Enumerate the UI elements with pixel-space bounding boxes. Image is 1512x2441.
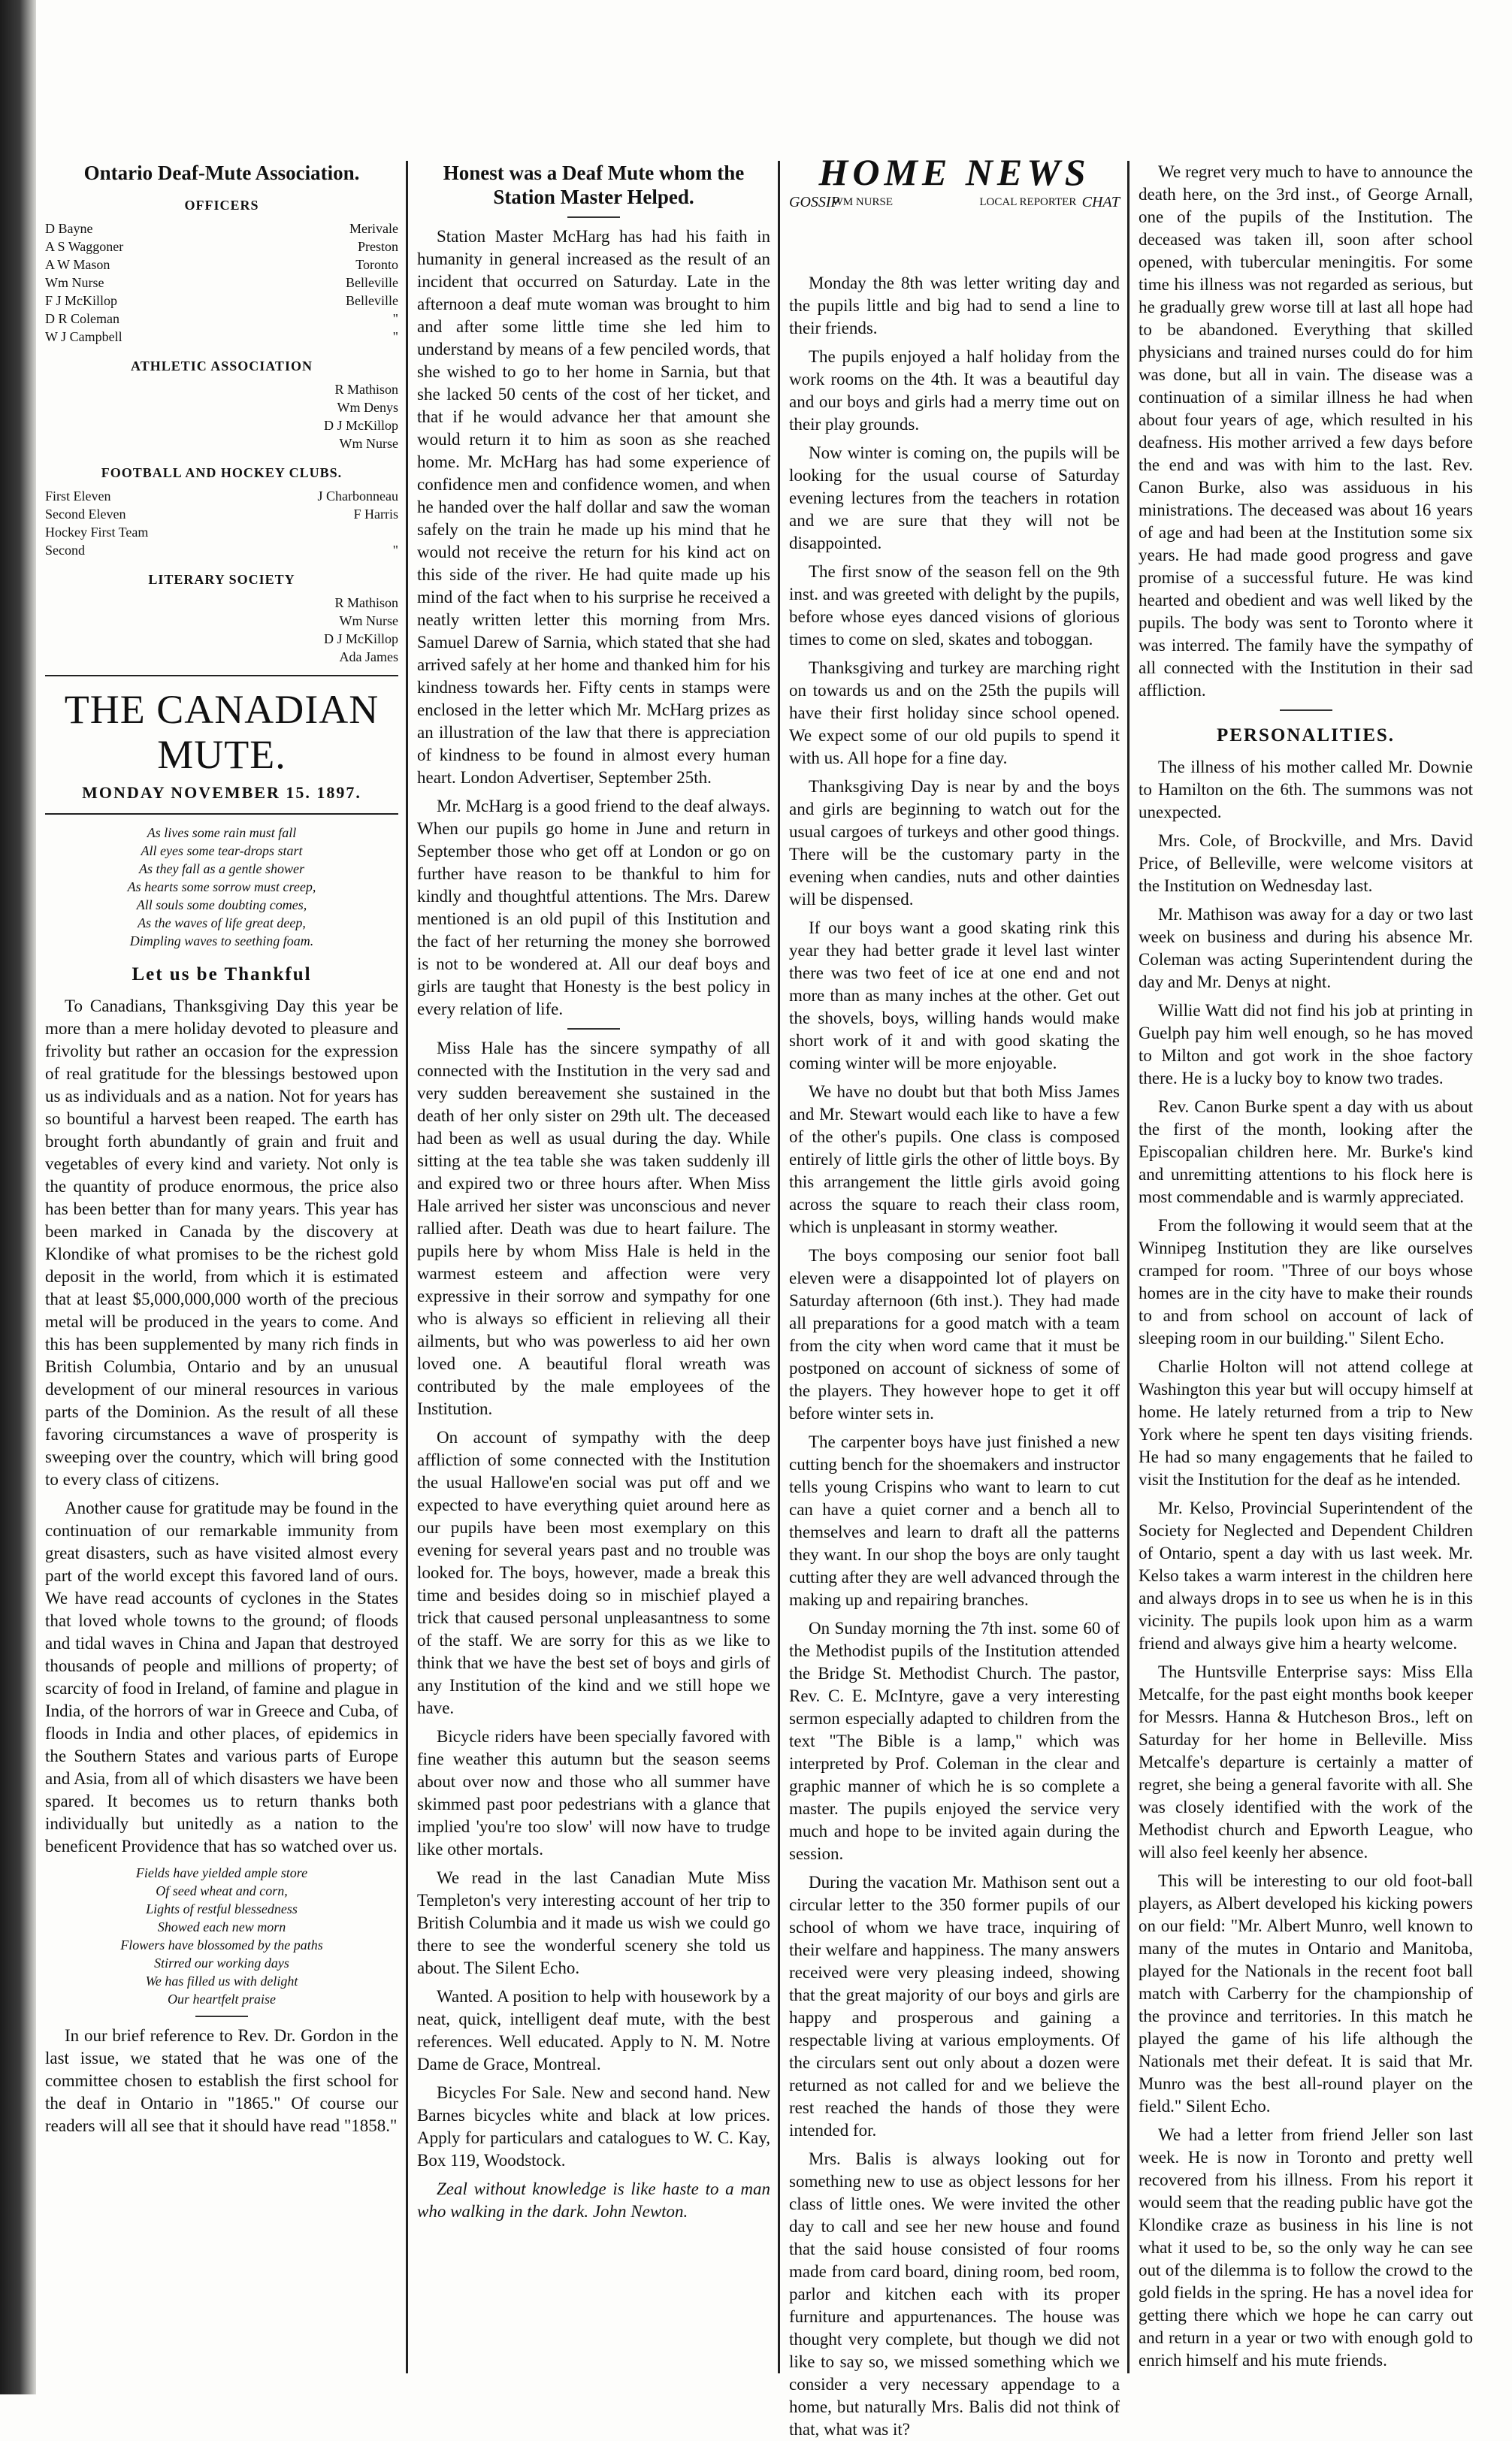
article-paragraph: Bicycle riders have been specially favored with fine weather this autumn but the season seems about over now and those who all summer have skimmed past poor pedestrians with a glance that implied 'you're too slow' will now have to trudge like other mortals. bbox=[417, 1727, 770, 1859]
logo-right-word: CHAT bbox=[1081, 194, 1120, 210]
hockey-row: Hockey First Team bbox=[45, 525, 149, 540]
personal-item: Rev. Canon Burke spent a day with us about the first of the month, looking after the Episcopalian children here. Mr. Burke's kind and unremitting attentions to his flock here is most commendable and is warmly appreciated. bbox=[1139, 1097, 1473, 1206]
literary-row: D J McKillop bbox=[324, 631, 398, 646]
literary-row: Ada James bbox=[339, 649, 398, 664]
personal-item: Charlie Holton will not attend college at Washington this year but will occupy himself at home. He lately returned from a trip to New York where he spent ten days visiting friends. He had so many engagements that he failed to visit the Institution for the deaf as he intended. bbox=[1139, 1357, 1473, 1489]
advertisement-bicycles: Bicycles For Sale. New and second hand. New Barnes bicycles white and black at low prices. Apply for particulars and catalogues to W. C. Kay, Box 119, Woodstock. bbox=[417, 2083, 770, 2170]
poem-2: Fields have yielded ample store Of seed wheat and corn, Lights of restful blessedness Showed each new morn Flowers have blossomed by the paths Stirred our working days We has filled us with delight Our heartfelt praise bbox=[120, 1865, 323, 2007]
athletic-row: R Mathison bbox=[334, 382, 398, 397]
divider bbox=[195, 2016, 248, 2017]
news-item: If our boys want a good skating rink this year they had better grade it level last winter there was two feet of ice at one end and not more than as many inches at the other. Get out the shovels, boys, willing hands would make short work of it and with good skating the coming winter will be more enjoyable. bbox=[789, 918, 1120, 1072]
personal-item: Mr. Kelso, Provincial Superintendent of the Society for Neglected and Dependent Children of Ontario, spent a day with us last week. Mr. Kelso takes a warm interest in the children here and always drops in to see us when he is in this vicinity. The pupils look upon him as a warm friend and always give him a hearty welcome. bbox=[1139, 1499, 1473, 1653]
officers-list bbox=[45, 219, 398, 346]
news-item: The pupils enjoyed a half holiday from the work rooms on the 4th. It was a beautiful day and our boys and girls had a merry time out on their play grounds. bbox=[789, 347, 1120, 434]
home-news-logo bbox=[789, 151, 1120, 266]
personal-item: The Huntsville Enterprise says: Miss Ella Metcalfe, for the past eight months book keeper for Messrs. Hanna & Hutcheson Bros., left on Saturday for her home in Belleville. Miss Metcalfe's departure is certainly a matter of regret, she being a general favorite with all. She was closely identified with the work of the Methodist church and Epworth League, who will also feel keenly her absence. bbox=[1139, 1662, 1473, 1862]
article-paragraph: In our brief reference to Rev. Dr. Gordon in the last issue, we stated that he was one of the committee chosen to establish the first school for the deaf in Ontario in "1865." Of course our readers will all see that it should have read "1858." bbox=[45, 2026, 398, 2135]
article-title-honest-deaf-mute: Honest was a Deaf Mute whom the Station Master Helped. bbox=[443, 162, 745, 208]
officers-heading: OFFICERS bbox=[184, 198, 259, 213]
personal-item: From the following it would seem that at the Winnipeg Institution they are like ourselves cramped for room. "Three of our boys whose homes are in the city have to make their rounds to and from school on account of lack of sleeping room in our building." Silent Echo. bbox=[1139, 1216, 1473, 1348]
obituary-paragraph: We regret very much to have to announce the death here, on the 3rd inst., of George Arnall, one of the pupils of the Institution. The deceased was taken ill, soon after school opened, with tubercular meningitis. For some time his illness was not regarded as serious, but he gradually grew worse till at last all hope had to be abandoned. Everything that skilled physicians and trained nurses could do for him was done, but all in vain. The disease was a continuation of a similar illness he had when about four years of age, which resulted in his deafness. His mother arrived a few days before the end and was with him to the last. Rev. Canon Burke, also was assiduous in his ministrations. The deceased was about 16 years of age and had been at the Institution some six years. He had made good progress and gave promise of a successful future. He was kind hearted and obedient and was well liked by the pupils. The body was sent to Toronto where it was interred. The family have the sympathy of all connected with the Institution in their sad affliction. bbox=[1139, 162, 1473, 700]
officer-row: A S Waggoner Preston bbox=[45, 239, 398, 254]
news-item: Now winter is coming on, the pupils will be looking for the usual course of Saturday evening lectures from the teachers in rotation and we are sure that they will not be disappointed. bbox=[789, 443, 1120, 552]
column-4 bbox=[1139, 161, 1473, 2373]
column-2 bbox=[417, 161, 770, 2373]
article-paragraph: On account of sympathy with the deep affliction of some connected with the Institution the usual Hallowe'en social was put off and we expected to have everything quiet around here as our pupils have been most exemplary on this evening for several years past and no trouble was looked for. The boys, however, made a break this time and besides doing so in mischief played a trick that caused personal unpleasantness to some of the staff. We are sorry for this as we like to think that we have the best set of boys and girls of any Institution of the kind and we still hope we have. bbox=[417, 1428, 770, 1717]
article-paragraph: Station Master McHarg has had his faith in humanity in general increased as the result of an incident that occurred on Saturday. Late in the afternoon a deaf mute woman was brought to him and after some little time she led him to understand by means of a few penciled words, that she wished to go to her home in Sarnia, but that she lacked 50 cents of the cost of her ticket, and that if he would advance her that amount she would return it to him as soon as she reached home. Mr. McHarg has had some experience of confidence men and confidence women, and when he handed over the half dollar and saw the woman safely on the train he made up his mind that he would not receive the return for his kind act on this side of the river. He had quite made up his mind of the fact when to his surprise he received a neatly written letter this morning from Mrs. Samuel Darew of Sarnia, which stated that she had arrived safely at her home and thanked him for his kindness towards her. Fifty cents in stamps were enclosed in the letter which Mr. McHarg prizes as an illustration of the law that there is appreciation of kindness to be found in almost every human heart. London Advertiser, September 25th. bbox=[417, 227, 770, 787]
logo-title: HOME NEWS bbox=[818, 151, 1090, 193]
officer-row: D Bayne Merivale bbox=[45, 221, 398, 236]
divider bbox=[567, 216, 620, 218]
officer-row: W J Campbell " bbox=[45, 329, 398, 344]
newspaper-page bbox=[45, 151, 1473, 2439]
officer-row: Wm Nurse Belleville bbox=[45, 275, 398, 290]
news-item: Monday the 8th was letter writing day and the pupils little and big had to send a line to their friends. bbox=[789, 274, 1120, 337]
news-item: The first snow of the season fell on the 9th inst. and was greeted with delight by the pupils, before whose eyes danced visions of glorious times to come on sled, skates and toboggan. bbox=[789, 562, 1120, 649]
news-item: Mrs. Balis is always looking out for something new to use as object lessons for her class of little ones. We were invited the other day to call and see her new house and found that the said house consisted of four rooms made from card board, dining room, bed room, parlor and kitchen each with its proper furniture and appurtenances. The house was thought very complete, but though we did not like to say so, we missed something which we consider a very necessary appendage to a home, but naturally Mrs. Balis did not think of that, what was it? bbox=[789, 2149, 1120, 2439]
personal-item: Willie Watt did not find his job at printing in Guelph pay him well enough, so he has moved to Milton and got work in the shoe factory there. He is a lucky boy to know two trades. bbox=[1139, 1001, 1473, 1087]
athletic-list bbox=[45, 380, 398, 452]
column-3 bbox=[789, 151, 1120, 2439]
quotation: Zeal without knowledge is like haste to a man who walking in the dark. John Newton. bbox=[417, 2179, 770, 2221]
article-paragraph: We read in the last Canadian Mute Miss Templeton's very interesting account of her trip to British Columbia and it made us wish we could go there to see the wonderful scenery she told us about. The Silent Echo. bbox=[417, 1868, 770, 1977]
hockey-row: Second " bbox=[45, 543, 398, 558]
news-item: On Sunday morning the 7th inst. some 60 of the Methodist pupils of the Institution attended the Bridge St. Methodist Church. The pastor, Rev. C. E. McIntyre, gave a very interesting sermon especially adapted to children from the text "The Bible is a lamp," which was interpreted by Prof. Coleman in the clear and graphic manner of which he is so complete a master. The pupils enjoyed the service very much and hope to be invited again during the session. bbox=[789, 1619, 1120, 1863]
literary-list bbox=[45, 594, 398, 666]
athletic-heading: ATHLETIC ASSOCIATION bbox=[131, 358, 313, 374]
article-paragraph: Mr. McHarg is a good friend to the deaf always. When our pupils go home in June and return in September those who get off at London or go on further have reason to be thankful to him for kindly and thoughtful attentions. The Mrs. Darew mentioned is an old pupil of this Institution and the fact of her returning the money she borrowed is not to be wondered at. All our deaf boys and girls are taught that Honesty is the best policy in every relation of life. bbox=[417, 797, 770, 1018]
column-rule bbox=[406, 161, 408, 2373]
literary-row: R Mathison bbox=[334, 595, 398, 610]
news-item: During the vacation Mr. Mathison sent out a circular letter to the 350 former pupils of our school of whom we have trace, inquiring of their welfare and happiness. The many answers received were very pleasing indeed, showing that the great majority of our boys and girls are happy and prosperous and gaining a respectable living at various employments. Of the circulars sent out only about a dozen were returned as not called for and we believe the rest reached the hands of those they were intended for. bbox=[789, 1873, 1120, 2140]
news-item: Thanksgiving Day is near by and the boys and girls are beginning to watch out for the usual cargoes of turkeys and other good things. There will be the customary party in the evening when candies, nuts and other dainties will be dispensed. bbox=[789, 777, 1120, 909]
logo-left-word: GOSSIP bbox=[789, 194, 840, 210]
news-item: We have no doubt but that both Miss James and Mr. Stewart would each like to have a few of the other's pupils. One class is composed entirely of little girls the other of little boys. By this arrangement the little girls avoid going across the square to reach their class room, which is unpleasant in stormy weather. bbox=[789, 1082, 1120, 1236]
news-item: Thanksgiving and turkey are marching right on towards us and on the 25th the pupils will have their first holiday since school opened. We expect some of our old pupils to spend it with us. All hope for a fine day. bbox=[789, 658, 1120, 767]
association-title: Ontario Deaf-Mute Association. bbox=[83, 162, 360, 184]
article-paragraph: Miss Hale has the sincere sympathy of all connected with the Institution in the very sad and very sudden bereavement she sustained in the death of her only sister on 29th ult. The deceased had been as well as usual during the day. While sitting at the tea table she was taken suddenly ill and expired two or three hours after. When Miss Hale arrived her sister was unconscious and never rallied after. Death was due to heart failure. The pupils here by whom Miss Hale is held in the warmest esteem and affection were very expressive in their sorrow and sympathy for one who is always so efficient in relieving all their ailments, but who was powerless to aid her own loved one. A beautiful floral wreath was contributed by the male employees of the Institution. bbox=[417, 1039, 770, 1418]
personal-item: This will be interesting to our old foot-ball players, as Albert developed his kicking powers on our field: "Mr. Albert Munro, well known to many of the mutes in Ontario and Manitoba, played for the Nationals in the recent foot ball match with Carberry for the championship of the province and territories. In this match he played the game of his life although the Nationals met their defeat. It is said that Mr. Munro was the best all-round player on the field." Silent Echo. bbox=[1139, 1871, 1473, 2116]
section-title-personalities: PERSONALITIES. bbox=[1216, 725, 1396, 746]
dateline: MONDAY NOVEMBER 15. 1897. bbox=[82, 783, 361, 802]
personal-item: The illness of his mother called Mr. Downie to Hamilton on the 6th. The summons was not unexpected. bbox=[1139, 758, 1473, 821]
personal-item: We had a letter from friend Jeller son last week. He is now in Toronto and pretty well recovered from his illness. From his report it would seem that the reading public have got the Klondike craze as business in his line is not what it used to be, so the only way he can see out of the dilemma is to follow the crowd to the gold fields in the spring. He has a novel idea for getting there which we hope he can carry out and return in a year or two with enough gold to enrich himself and his mute friends. bbox=[1139, 2125, 1473, 2370]
poem: As lives some rain must fall All eyes some tear-drops start As they fall as a gentle shower As hearts some sorrow must creep, All souls some doubting comes, As the waves of life great deep, Dimpling waves to seething foam. bbox=[127, 825, 316, 948]
athletic-row: Wm Nurse bbox=[339, 436, 398, 451]
personal-item: Mr. Mathison was away for a day or two last week on business and during his absence Mr. Coleman was acting Superintendent during the day and Mr. Denys at night. bbox=[1139, 905, 1473, 991]
masthead: THE CANADIAN MUTE. bbox=[64, 687, 380, 777]
personal-item: Mrs. Cole, of Brockville, and Mrs. David Price, of Belleville, were welcome visitors at the Institution on Wednesday last. bbox=[1139, 831, 1473, 895]
hockey-heading: FOOTBALL AND HOCKEY CLUBS. bbox=[101, 465, 343, 480]
hockey-list bbox=[45, 487, 398, 559]
hockey-row: First Eleven J Charbonneau bbox=[45, 489, 398, 504]
literary-heading: LITERARY SOCIETY bbox=[148, 572, 295, 587]
news-item: The carpenter boys have just finished a new cutting bench for the shoemakers and instructor tells young Crispins who want to learn to cut can have a quiet corner and a bench all to themselves and learn to draft all the patterns they want. In our shop the boys are only taught cutting after they are well advanced through the making up and repairing branches. bbox=[789, 1432, 1120, 1609]
athletic-row: D J McKillop bbox=[324, 418, 398, 433]
officer-row: A W Mason Toronto bbox=[45, 257, 398, 272]
hockey-row: Second Eleven F Harris bbox=[45, 507, 398, 522]
column-rule bbox=[1127, 161, 1129, 2373]
article-paragraph: Another cause for gratitude may be found in the continuation of our remarkable immunity from great disasters, such as have visited almost every part of the world except this favored land of ours. We have read accounts of cyclones in the States that loved whole towns to the ground; of floods and tidal waves in China and Japan that destroyed thousands of people and millions of property; of scarcity of food in Ireland, of famine and plague in India, of the horrors of war in Greece and Cuba, of floods in India and other places, of epidemics in the Southern States and various parts of Europe and Asia, from all of which disasters we have been spared. It becomes us to return thanks both individually but unitedly as a nation to the beneficent Providence that has so watched over us. bbox=[45, 1499, 398, 1856]
article-title-thankful: Let us be Thankful bbox=[132, 964, 312, 985]
column-rule bbox=[778, 161, 780, 2373]
column-1 bbox=[45, 161, 398, 2373]
divider bbox=[45, 675, 398, 676]
news-item: The boys composing our senior foot ball eleven were a disappointed lot of players on Saturday afternoon (6th inst.). They had made all preparations for a good match with a team from the city when word came that it must be postponed on account of sickness of some of the players. They however hope to get it off before winter sets in. bbox=[789, 1246, 1120, 1423]
divider bbox=[567, 1028, 620, 1030]
advertisement-wanted: Wanted. A position to help with housework by a neat, quick, intelligent deaf mute, with the best references. Well educated. Apply to N. M. Notre Dame de Grace, Montreal. bbox=[417, 1987, 770, 2073]
credit-left: WM NURSE bbox=[832, 196, 894, 208]
divider bbox=[1280, 709, 1332, 711]
officer-row: D R Coleman " bbox=[45, 311, 398, 326]
page-binding-edge bbox=[0, 0, 36, 2394]
literary-row: Wm Nurse bbox=[339, 613, 398, 628]
credit-right: LOCAL REPORTER bbox=[979, 196, 1077, 208]
officer-row: F J McKillop Belleville bbox=[45, 293, 398, 308]
article-paragraph: To Canadians, Thanksgiving Day this year be more than a mere holiday devoted to pleasure and frivolity but rather an occasion for the expression of real gratitude for the blessings bestowed upon us as individuals and as a nation. Not for years has so bountiful a harvest been reaped. The earth has brought forth abundantly of grain and fruit and vegetables of every kind and variety. Not only is the quantity of produce enormous, the price also has been better than for many years. This year has been marked in Canada by the discovery at Klondike of what promises to be the richest gold deposit in the world, from which it is estimated that at least $5,000,000,000 worth of the precious metal will be produced in the years to come. And this has been supplemented by many rich finds in British Columbia, Ontario and by an unusual development of our mineral resources in various parts of the Dominion. As the result of all these favoring circumstances a wave of prosperity is sweeping over the country, which will bring good to every class of citizens. bbox=[45, 997, 398, 1489]
divider bbox=[45, 813, 398, 815]
athletic-row: Wm Denys bbox=[337, 400, 398, 415]
